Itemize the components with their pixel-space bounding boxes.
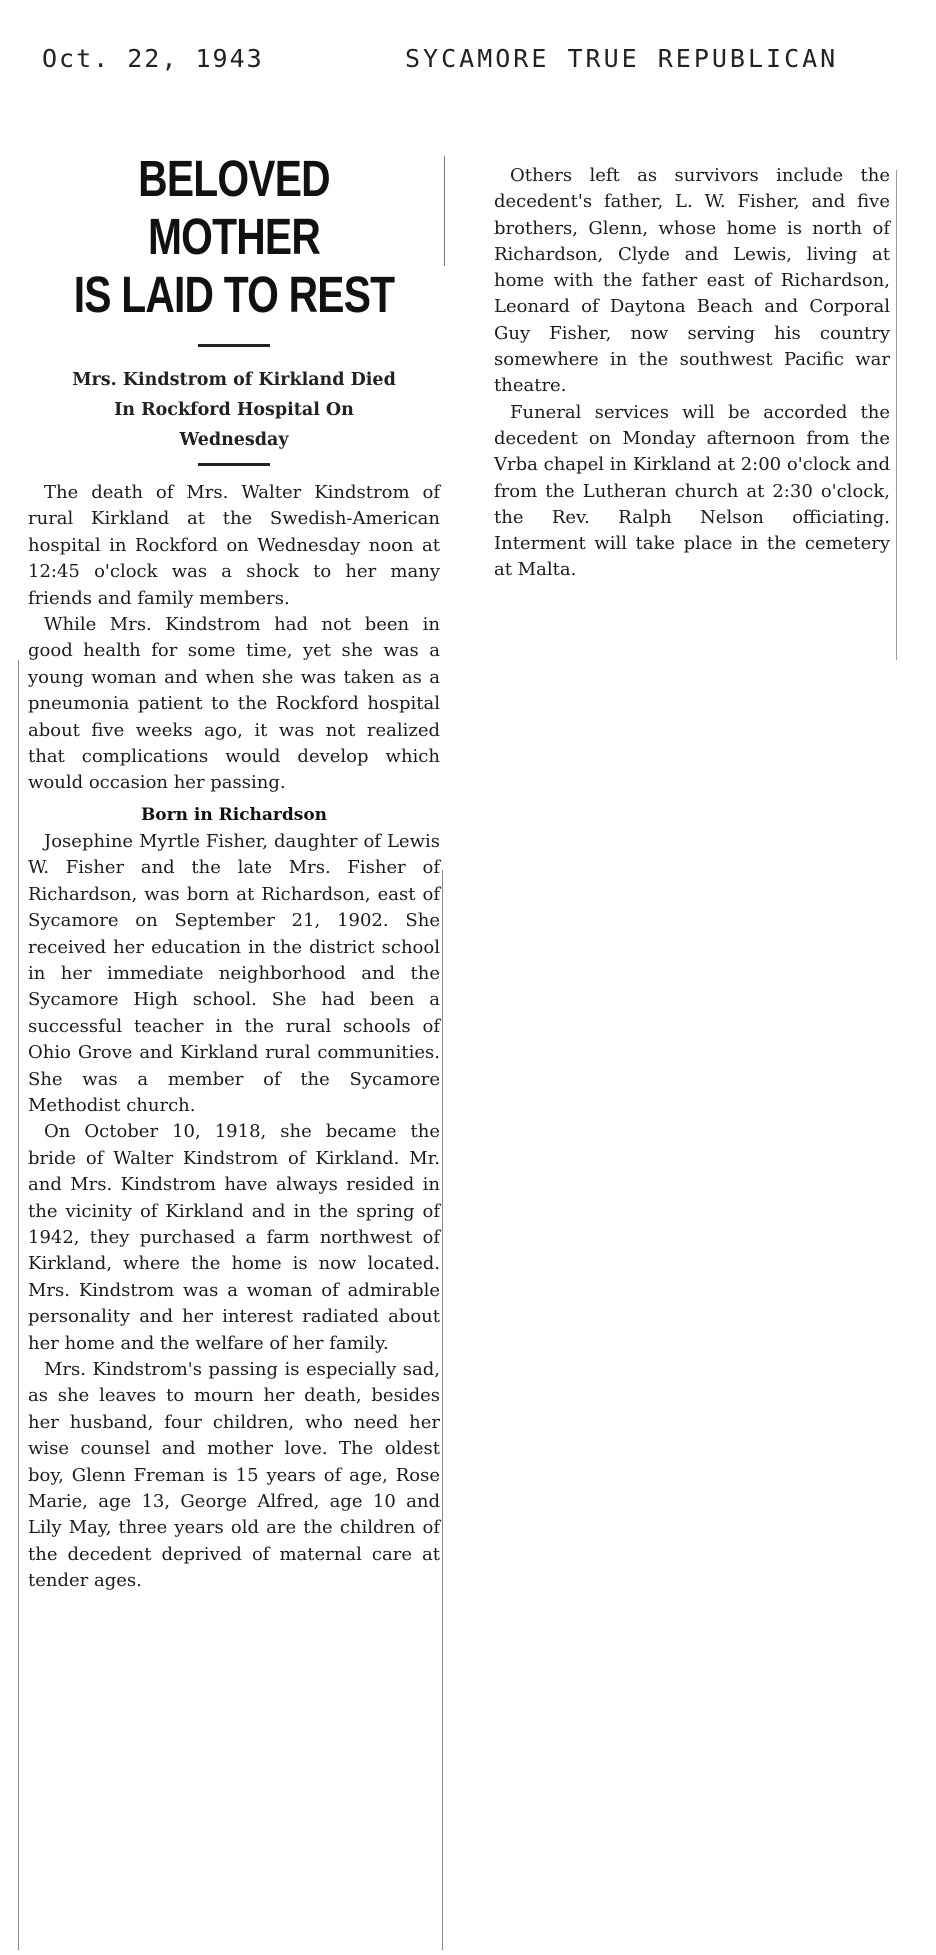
paragraph: While Mrs. Kindstrom had not been in good health for some time, yet she was a young woman and when she was taken as a pneumonia patient to the Rockford hospital about five weeks ago, it was not realized that complications would develop which would occasion her passing. [28,614,440,794]
paragraph: Josephine Myrtle Fisher, daughter of Lewis W. Fisher and the late Mrs. Fisher of Richardson, was born at Richardson, east of Sycamore on September 21, 1902. She received her education in the district school in her immediate neighborhood and the Sycamore High school. She had been a successful teacher in the rural schools of Ohio Grove and Kirkland rural communities. She was a member of the Sycamore Methodist church. [28,830,440,1116]
clipping-date: Oct. 22, 1943 [42,44,264,73]
column-rule [896,170,897,660]
newspaper-name: SYCAMORE TRUE REPUBLICAN [405,44,839,73]
article-column-1 [28,150,440,1595]
deck-line-1: Mrs. Kindstrom of Kirkland Died [72,370,396,390]
paragraph: On October 10, 1918, she became the bride of Walter Kindstrom of Kirkland. Mr. and Mrs. Kindstrom have always resided in the vicinity of Kirkland and in the spring of 1942, they purchased a farm northwest of Kirkland, where the home is now located. Mrs. Kindstrom was a woman of admirable personality and her interest radiated about her home and the welfare of her family. [28,1121,440,1354]
paragraph: Others left as survivors include the decedent's father, L. W. Fisher, and five brothers, Glenn, whose home is north of Richardson, Clyde and Lewis, living at home with the father east of Richardson, Leonard of Daytona Beach and Corporal Guy Fisher, now serving his country somewhere in the southwest Pacific war theatre. [494,165,890,397]
paragraph: The death of Mrs. Walter Kindstrom of rural Kirkland at the Swedish-American hospital in Rockford on Wednesday noon at 12:45 o'clock was a shock to her many friends and family members. [28,482,440,609]
paragraph: Funeral services will be accorded the decedent on Monday afternoon from the Vrba chapel in Kirkland at 2:00 o'clock and from the Lutheran church at 2:30 o'clock, the Rev. Ralph Nelson officiating. Interment will take place in the cemetery at Malta. [494,401,890,581]
divider [198,463,270,466]
article-body-continued [494,163,890,584]
deck-line-3: Wednesday [179,430,289,450]
headline-line-1: BELOVED MOTHER [138,150,330,265]
divider [198,344,270,347]
column-rule [18,660,19,1950]
article-body [28,480,440,1595]
article-column-2 [494,163,890,584]
headline-line-2: IS LAID TO REST [73,266,395,323]
column-rule [444,156,445,266]
deck-line-2: In Rockford Hospital On [114,400,354,420]
column-rule [442,870,443,1950]
paragraph: Mrs. Kindstrom's passing is especially sad, as she leaves to mourn her death, besides her husband, four children, who need her wise counsel and mother love. The oldest boy, Glenn Freman is 15 years of age, Rose Marie, age 13, George Alfred, age 10 and Lily May, three years old are the children of the decedent deprived of maternal care at tender ages. [28,1359,440,1592]
subhead: Born in Richardson [140,804,328,825]
